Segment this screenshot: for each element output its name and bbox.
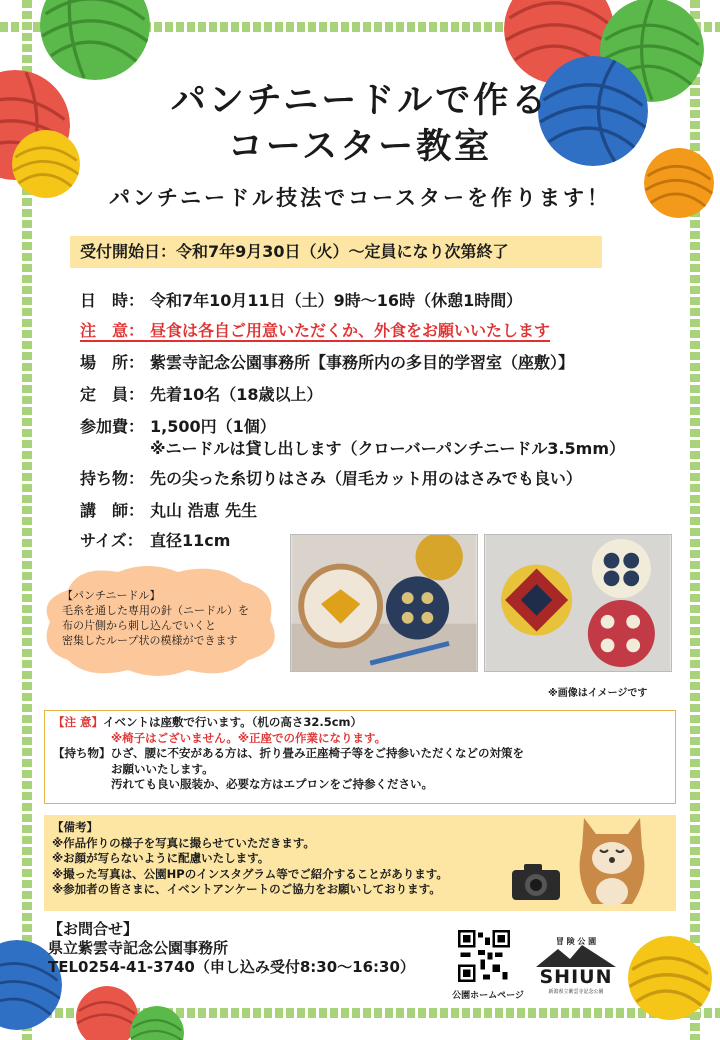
- logo-sub-text: 新潟県立紫雲寺記念公園: [548, 989, 604, 995]
- logo-top-text: 冒 険 公 園: [555, 937, 597, 946]
- info-fee: [80, 414, 276, 437]
- info-teacher-value: 丸山 浩恵 先生: [150, 501, 258, 520]
- callout-text: [62, 588, 272, 648]
- info-size-label: サイズ：: [80, 531, 143, 550]
- photo-hoop-work: [290, 534, 478, 672]
- info-teacher: [80, 498, 257, 521]
- title-line-1: パンチニードルで作る: [170, 81, 550, 121]
- info-fee-label: 参加費：: [80, 417, 145, 436]
- info-date: [80, 288, 522, 311]
- info-date-value: 令和7年10月11日（土）9時～16時（休憩1時間）: [150, 291, 523, 310]
- remarks-item: ※作品作りの様子を写真に撮らせていただきます。: [52, 835, 315, 850]
- registration-banner: 受付開始日：令和7年9月30日（火）～定員になり次第終了: [70, 236, 602, 268]
- yarn-ball-yellow-icon: [628, 936, 712, 1020]
- subtitle: パンチニードル技法でコースターを作ります！: [108, 186, 612, 210]
- notice-box: [44, 710, 676, 804]
- remarks-item: ※お顔が写らないように配慮いたします。: [52, 851, 270, 865]
- logo-main-text: SHIUN: [539, 966, 613, 988]
- notice-bring-text-3: 汚れても良い服装か、必要な方はエプロンをご持参ください。: [111, 777, 433, 791]
- notice-bring: [53, 746, 667, 762]
- contact-tel: TEL0254-41-3740（申し込み受付8:30～16:30）: [48, 958, 415, 976]
- callout-line-3: 密集したループ状の模様ができます: [62, 634, 238, 647]
- contact-block: [48, 920, 415, 977]
- qr-code[interactable]: [458, 930, 510, 982]
- notice-bring-text-2: お願いいたします。: [111, 761, 214, 776]
- photo-finished-coasters: [484, 534, 672, 672]
- callout-heading: 【パンチニードル】: [62, 589, 161, 602]
- info-bring-label: 持ち物：: [80, 469, 145, 488]
- remarks-heading: 【備考】: [52, 820, 98, 834]
- info-bring-value: 先の尖った糸切りはさみ（眉毛カット用のはさみでも良い）: [150, 469, 582, 488]
- qr-label: 公園ホームページ: [452, 991, 524, 1001]
- remarks-item: ※撮った写真は、公園HPのインスタグラム等でご紹介することがあります。: [52, 866, 448, 881]
- notice-caution-tag: 【注 意】: [53, 715, 104, 729]
- info-fee-value: 1,500円（1個）: [150, 417, 276, 436]
- notice-caution-text: イベントは座敷で行います。（机の高さ32.5cm）: [103, 715, 363, 729]
- contact-office: 県立紫雲寺記念公園事務所: [48, 939, 229, 957]
- title-line-2: コースター教室: [227, 127, 493, 167]
- camera-icon: [510, 862, 562, 902]
- image-note: ※画像はイメージです: [548, 688, 648, 699]
- info-capacity-value: 先着10名（18歳以上）: [150, 385, 323, 404]
- yarn-ball-green-icon: [40, 0, 150, 80]
- page-title: [90, 78, 630, 170]
- notice-bring-tag: 【持ち物】: [53, 746, 111, 760]
- info-caution: [80, 318, 550, 341]
- remarks-item: ※参加者の皆さまに、イベントアンケートのご協力をお願いしております。: [52, 882, 441, 896]
- info-caution-label: 注 意：: [80, 321, 145, 340]
- contact-heading: 【お問合せ】: [48, 920, 139, 938]
- info-size-value: 直径11cm: [150, 531, 231, 550]
- notice-bring-text: ひざ、腰に不安がある方は、折り畳み正座椅子等をご持参いただくなどの対策を: [110, 746, 525, 760]
- info-place-value: 紫雲寺記念公園事務所【事務所内の多目的学習室（座敷）】: [150, 353, 575, 372]
- info-capacity-label: 定 員：: [80, 385, 145, 404]
- shiba-dog-icon: [574, 808, 650, 910]
- info-caution-value: 昼食は各自ご用意いただくか、外食をお願いいたします: [150, 321, 551, 340]
- info-fee-note: ※ニードルは貸し出します（クローバーパンチニードル3.5mm）: [150, 439, 626, 458]
- callout-line-1: 毛糸を通した専用の針（ニードル）を: [62, 604, 249, 617]
- info-date-label: 日 時：: [80, 291, 145, 310]
- info-place: [80, 350, 574, 373]
- notice-caution-sub: ※椅子はございません。※正座での作業になります。: [111, 730, 387, 745]
- yarn-ball-red-icon: [76, 986, 138, 1040]
- callout-line-2: 布の片側から刺し込んでいくと: [62, 619, 216, 632]
- info-teacher-label: 講 師：: [80, 501, 145, 520]
- info-capacity: [80, 382, 323, 405]
- info-size: [80, 528, 230, 551]
- notice-caution: [53, 715, 667, 731]
- info-bring: [80, 466, 582, 489]
- info-place-label: 場 所：: [80, 353, 145, 372]
